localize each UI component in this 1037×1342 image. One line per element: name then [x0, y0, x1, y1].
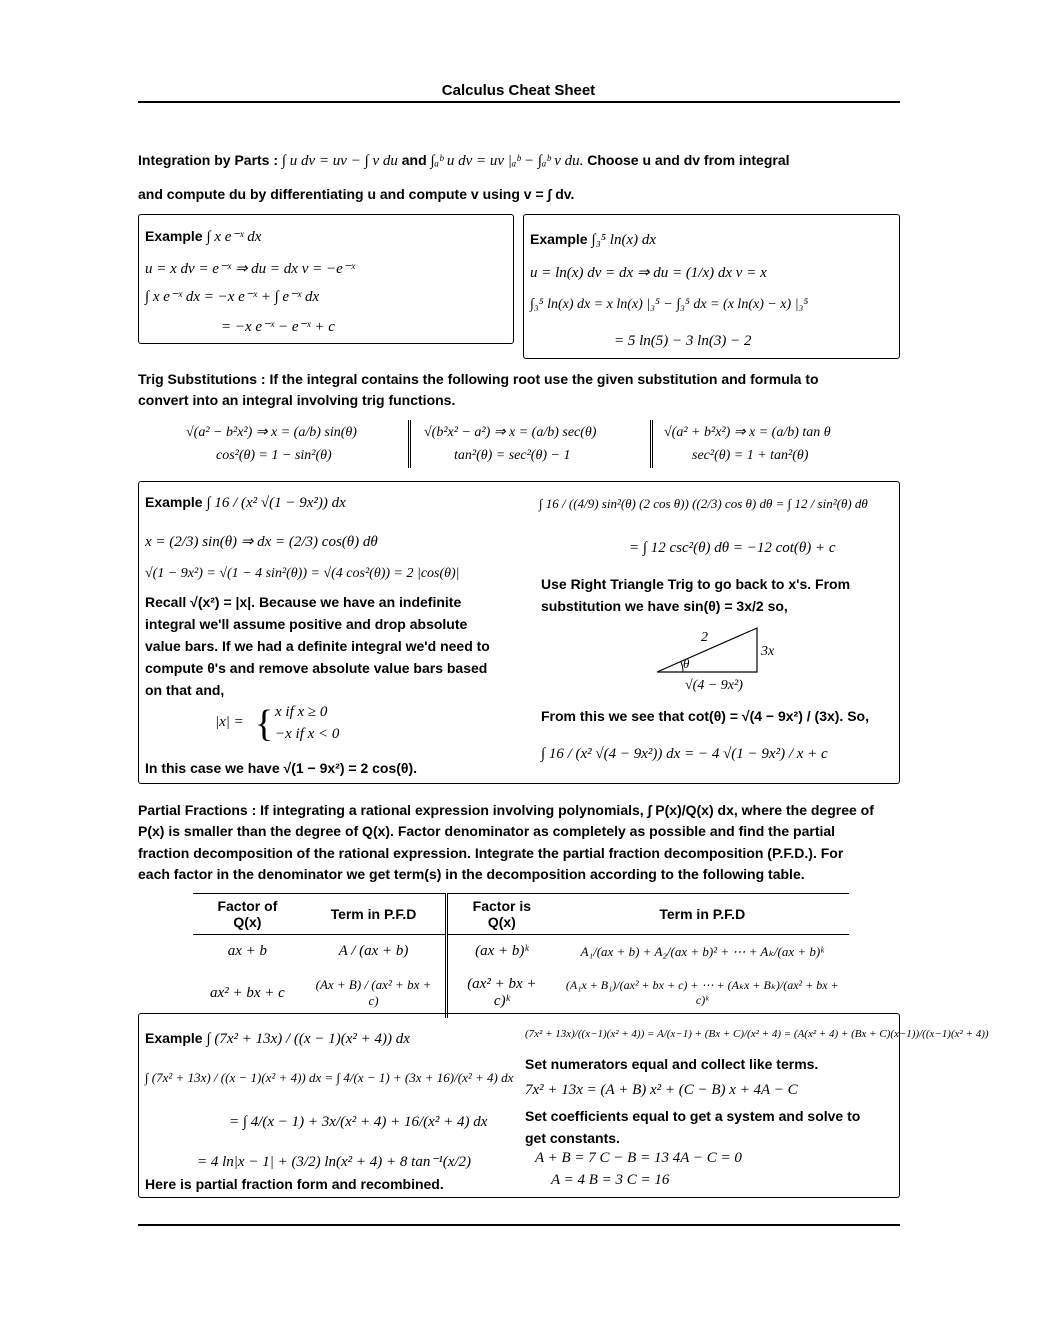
trig-ex-para5: on that and,: [145, 682, 225, 698]
pfd-cell: (ax² + bx + c)ᵏ: [447, 968, 556, 1018]
pfd-header-factor: Factor of Q(x): [193, 894, 302, 935]
pfd-cell: ax + b: [227, 943, 268, 959]
pfd-header-factor-k: Factor is Q(x): [447, 894, 556, 935]
trig-ex-head: Example: [145, 494, 203, 510]
ibp-ex1-integral: ∫ x e⁻ˣ dx: [206, 229, 262, 245]
trig-col1-top: √(a² − b²x²) ⇒ x = (a/b) sin(θ): [186, 425, 357, 440]
trig-separator1: [408, 420, 411, 468]
ibp-ex1-line2: ∫ x e⁻ˣ dx = −x e⁻ˣ + ∫ e⁻ˣ dx: [145, 289, 320, 305]
ibp-ex1-line1: u = x dv = e⁻ˣ ⇒ du = dx v = −e⁻ˣ: [145, 261, 355, 277]
trig-ex-right4: substitution we have sin(θ) = 3x/2 so,: [541, 598, 788, 614]
ibp-ex2-line2: ∫₃⁵ ln(x) dx = x ln(x) |₃⁵ − ∫₃⁵ dx = (x ln(x) − x) |₃⁵: [530, 297, 809, 312]
pf-ex-right1: (7x² + 13x)/((x−1)(x² + 4)) = A/(x−1) + (Bx + C)/(x² + 4) = (A(x² + 4) + (Bx + C)(x−1))/((x−1)(x² + 4)): [525, 1028, 989, 1040]
trig-ex-last: In this case we have √(1 − 9x²) = 2 cos(θ).: [145, 760, 418, 776]
pfd-table-header-row: [193, 894, 849, 935]
ibp-ex1-line3: = −x e⁻ˣ − e⁻ˣ + c: [221, 319, 335, 335]
trig-ex-para2: integral we'll assume positive and drop absolute: [145, 616, 468, 632]
pf-intro-line4: each factor in the denominator we get term(s) in the decomposition according to the following table.: [138, 866, 805, 882]
pf-ex-line2: = ∫ 4/(x − 1) + 3x/(x² + 4) + 16/(x² + 4) dx: [229, 1114, 488, 1130]
trig-text1: If the integral contains the following root use the given substitution and formula to: [269, 371, 819, 387]
ibp-ex2-head: Example: [530, 231, 588, 247]
trig-col3-top: √(a² + b²x²) ⇒ x = (a/b) tan θ: [664, 425, 831, 440]
pf-ex-right2: Set numerators equal and collect like terms.: [525, 1056, 819, 1072]
trig-ex-right5: From this we see that cot(θ) = √(4 − 9x²) / (3x). So,: [541, 708, 869, 724]
trig-ex-para1: Recall √(x²) = |x|. Because we have an indefinite: [145, 594, 462, 610]
pf-example-box: [138, 1013, 989, 1198]
ibp-ex2-integral: ∫₃⁵ ln(x) dx: [591, 232, 656, 248]
trig-ex-right3: Use Right Triangle Trig to go back to x's. From: [541, 576, 851, 592]
ibp-ex1-head: Example: [145, 228, 203, 244]
pfd-cell: A₁/(ax + b) + A₂/(ax + b)² + ⋯ + Aₖ/(ax + b)ᵏ: [580, 943, 824, 959]
ibp-and: and: [401, 152, 427, 168]
trig-ex-line2: √(1 − 9x²) = √(1 − 4 sin²(θ)) = √(4 cos²(θ)) = 2 |cos(θ)|: [145, 566, 460, 581]
pf-ex-line1: ∫ (7x² + 13x) / ((x − 1)(x² + 4)) dx = ∫ 4/(x − 1) + (3x + 16)/(x² + 4) dx: [145, 1070, 514, 1085]
triangle-opp-label: 3x: [761, 644, 775, 659]
trig-ex-integral: ∫ 16 / (x² √(1 − 9x²)) dx: [206, 495, 346, 511]
trig-intro-line2: convert into an integral involving trig functions.: [138, 392, 456, 408]
ibp-ex2-line3: = 5 ln(5) − 3 ln(3) − 2: [614, 333, 752, 349]
pfd-cell: (Ax + B) / (ax² + bx + c): [315, 977, 432, 1008]
trig-ex-right2: = ∫ 12 csc²(θ) dθ = −12 cot(θ) + c: [629, 540, 836, 556]
trig-ex-case1: x if x ≥ 0: [275, 704, 328, 720]
pf-text1: If integrating a rational expression involving polynomials, ∫ P(x)/Q(x) dx, where the degree of: [260, 802, 874, 818]
ibp-rest1: Choose u and dv from integral: [587, 152, 790, 168]
trig-label: Trig Substitutions :: [138, 371, 266, 387]
pf-ex-right6: A + B = 7 C − B = 13 4A − C = 0: [535, 1150, 742, 1166]
ibp-formula1: ∫ u dv = uv − ∫ v du: [281, 153, 398, 169]
ibp-intro-line2: and compute du by differentiating u and compute v using v = ∫ dv.: [138, 186, 575, 202]
bottom-rule: [138, 1224, 900, 1226]
trig-ex-para4: compute θ's and remove absolute value bars based: [145, 660, 488, 676]
ibp-ex2-line1: u = ln(x) dv = dx ⇒ du = (1/x) dx v = x: [530, 265, 767, 281]
trig-col1-bottom: cos²(θ) = 1 − sin²(θ): [216, 448, 332, 463]
pfd-cell: ax² + bx + c: [210, 984, 285, 1001]
ibp-label: Integration by Parts :: [138, 152, 279, 168]
pf-ex-line4: Here is partial fraction form and recombined.: [145, 1176, 444, 1192]
table-row: [193, 968, 849, 1018]
pfd-header-term: Term in P.F.D: [302, 894, 447, 935]
pfd-cell: A / (ax + b): [338, 943, 409, 959]
pf-ex-header: [145, 1030, 410, 1048]
pf-ex-line3: = 4 ln|x − 1| + (3/2) ln(x² + 4) + 8 tan⁻¹(x/2): [197, 1154, 472, 1170]
ibp-ex1-header: [145, 227, 261, 246]
pfd-table: [193, 893, 849, 1018]
pf-intro-line1: [138, 802, 874, 818]
trig-ex-para3: value bars. If we had a definite integral we'd need to: [145, 638, 490, 654]
pf-ex-integral: ∫ (7x² + 13x) / ((x − 1)(x² + 4)) dx: [206, 1031, 410, 1047]
pf-ex-right7: A = 4 B = 3 C = 16: [551, 1172, 670, 1188]
trig-col2-top: √(b²x² − a²) ⇒ x = (a/b) sec(θ): [424, 425, 597, 440]
pf-ex-head: Example: [145, 1030, 203, 1046]
trig-ex-brace: {: [255, 703, 274, 745]
pfd-cell: (A₁x + B₁)/(ax² + bx + c) + ⋯ + (Aₖx + Bₖ)/(ax² + bx + c)ᵏ: [565, 978, 839, 1007]
trig-intro-line1: [138, 371, 819, 387]
trig-example-box: [138, 481, 900, 784]
pf-ex-right3: 7x² + 13x = (A + B) x² + (C − B) x + 4A − C: [525, 1082, 798, 1098]
ibp-example1-box: [138, 214, 514, 344]
pf-ex-right4: Set coefficients equal to get a system and solve to: [525, 1108, 861, 1124]
trig-col3-bottom: sec²(θ) = 1 + tan²(θ): [692, 448, 809, 463]
pf-intro-line3: fraction decomposition of the rational expression. Integrate the partial fraction decomposition (P.F.D.). For: [138, 845, 844, 861]
page-title: Calculus Cheat Sheet: [441, 82, 596, 99]
trig-ex-header: [145, 494, 346, 512]
pf-ex-right5: get constants.: [525, 1130, 620, 1146]
trig-ex-line1: x = (2/3) sin(θ) ⇒ dx = (2/3) cos(θ) dθ: [145, 534, 378, 550]
triangle-adj-label: √(4 − 9x²): [685, 678, 743, 693]
trig-ex-right6: ∫ 16 / (x² √(4 − 9x²)) dx = − 4 √(1 − 9x²) / x + c: [541, 746, 828, 762]
trig-ex-abs-lhs: |x| =: [215, 714, 244, 730]
ibp-example2-box: [523, 214, 900, 359]
pfd-header-term-k: Term in P.F.D: [556, 894, 849, 935]
pf-label: Partial Fractions :: [138, 802, 257, 818]
ibp-intro-line1: [138, 152, 790, 170]
trig-separator2: [650, 420, 653, 468]
top-rule: [138, 101, 900, 103]
triangle-angle-label: θ: [683, 656, 690, 671]
trig-ex-right1: ∫ 16 / ((4/9) sin²(θ) (2 cos θ)) ((2/3) cos θ) dθ = ∫ 12 / sin²(θ) dθ: [539, 496, 868, 511]
trig-col2-bottom: tan²(θ) = sec²(θ) − 1: [454, 448, 571, 463]
ibp-ex2-header: [530, 231, 656, 249]
table-row: [193, 935, 849, 969]
pf-intro-line2: P(x) is smaller than the degree of Q(x). Factor denominator as completely as possible and find the partial: [138, 823, 836, 839]
trig-ex-case2: −x if x < 0: [275, 726, 340, 742]
ibp-formula2: ∫ₐᵇ u dv = uv |ₐᵇ − ∫ₐᵇ v du.: [430, 153, 584, 169]
triangle-hyp-label: 2: [701, 630, 708, 645]
pfd-cell: (ax + b)ᵏ: [447, 935, 556, 969]
